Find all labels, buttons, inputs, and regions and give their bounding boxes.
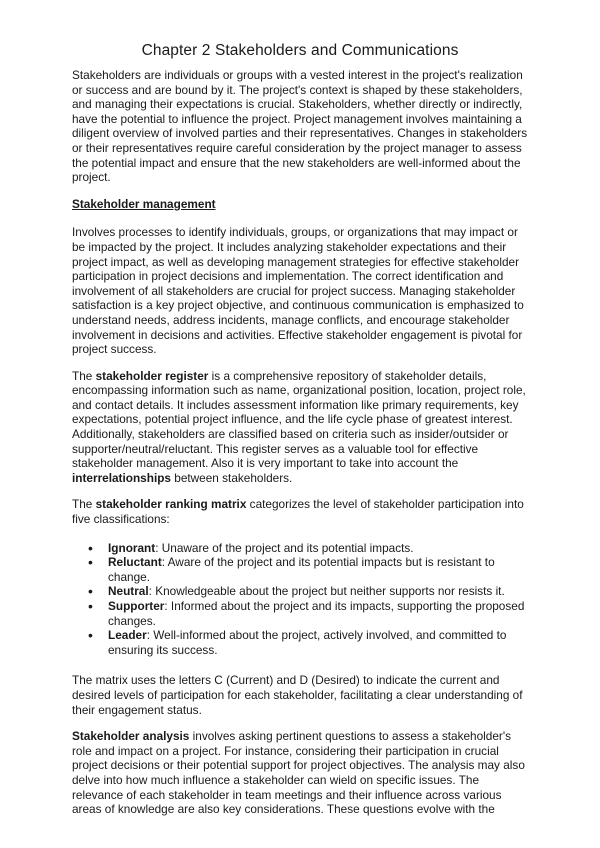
classification-list xyxy=(72,541,532,658)
section-heading: Stakeholder management xyxy=(72,196,216,211)
list-item xyxy=(108,584,532,599)
classification-desc: : Aware of the project and its potential impacts but is resistant to change. xyxy=(108,555,495,584)
matrix-text-pre: The xyxy=(72,497,96,512)
list-item xyxy=(108,555,532,584)
matrix-paragraph xyxy=(72,497,532,526)
analysis-text: involves asking pertinent questions to assess a stakeholder's role and impact on a project. For instance, considering their participation in crucial project decisions or their potential support for project objectives. The analysis may also delve into how much influence a stakeholder can wield on specific issues. The relevance of each stakeholder in team meetings and their influence across various areas of knowledge are also key considerations. These questions evolve with the xyxy=(72,729,525,817)
matrix-term: stakeholder ranking matrix xyxy=(95,497,247,512)
list-item xyxy=(108,599,532,628)
page-title: Chapter 2 Stakeholders and Communications xyxy=(141,42,459,59)
classification-desc: : Well-informed about the project, actively involved, and committed to ensuring its success. xyxy=(108,628,507,657)
register-term: stakeholder register xyxy=(95,368,209,383)
matrix-note-paragraph: The matrix uses the letters C (Current) and D (Desired) to indicate the current and desired levels of participation for each stakeholder, facilitating a clear understanding of their engagement status. xyxy=(72,673,523,717)
analysis-term: Stakeholder analysis xyxy=(72,729,190,744)
management-paragraph: Involves processes to identify individuals, groups, or organizations that may impact or be impacted by the project. It includes analyzing stakeholder expectations and their project impact, as well as developing management strategies for effective stakeholder participation in project decisions and implementation. The correct identification and involvement of all stakeholders are crucial for project success. Managing stakeholder satisfaction is a key project objective, and continuous communication is emphasized to understand needs, address incidents, manage conflicts, and encourage stakeholder involvement in decisions and activities. Effective stakeholder engagement is pivotal for project success. xyxy=(72,225,524,357)
classification-term: Leader xyxy=(108,628,147,643)
classification-term: Neutral xyxy=(108,584,149,599)
classification-desc: : Unaware of the project and its potential impacts. xyxy=(155,540,414,555)
register-text-post: between stakeholders. xyxy=(170,470,293,485)
register-text-pre: The xyxy=(72,368,96,383)
analysis-paragraph xyxy=(72,729,532,817)
classification-term: Supporter xyxy=(108,599,165,613)
register-text-body: is a comprehensive repository of stakeholder details, encompassing information such as name, organizational position, location, project role, and contact details. It includes assessment information like primary requirements, key expectations, potential project influence, and the life cycle phase of greatest interest. Additionally, stakeholders are classified based on criteria such as insider/outsider or supporter/neutral/reluctant. This register serves as a valuable tool for effective stakeholder management. Also it is very important to take into account the xyxy=(72,368,526,471)
document-body xyxy=(72,68,532,829)
intro-paragraph: Stakeholders are individuals or groups with a vested interest in the project's realization or success and are bound by it. The project's context is shaped by these stakeholders, and managing their expectations is crucial. Stakeholders, whether directly or indirectly, have the potential to influence the project. Project management involves maintaining a diligent overview of involved parties and their representatives. Changes in stakeholders or their representatives require careful consideration by the project manager to assess the potential impact and ensure that the new stakeholders are well-informed about the project. xyxy=(72,68,528,185)
classification-term: Ignorant xyxy=(108,540,156,555)
matrix-text-post: categorizes the level of stakeholder participation into five classifications: xyxy=(72,497,524,527)
classification-desc: : Informed about the project and its impacts, supporting the proposed changes. xyxy=(108,599,525,628)
register-paragraph xyxy=(72,369,532,486)
list-item xyxy=(108,628,532,657)
classification-desc: : Knowledgeable about the project but neither supports nor resists it. xyxy=(148,584,505,599)
classification-term: Reluctant xyxy=(108,555,162,570)
list-item xyxy=(108,541,532,556)
interrelationships-term: interrelationships xyxy=(72,470,171,485)
